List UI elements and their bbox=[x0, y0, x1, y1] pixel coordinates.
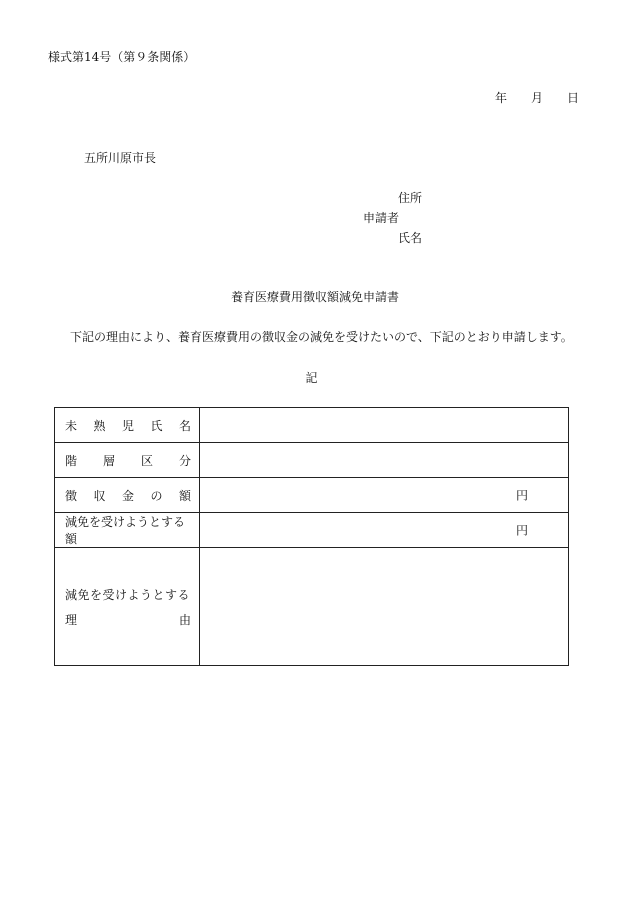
reason-label: 減免を受けようとする 理 由 bbox=[55, 548, 200, 666]
application-table bbox=[54, 407, 569, 666]
applicant-address-label: 住所 bbox=[398, 191, 423, 205]
table-row-collection-amount bbox=[55, 478, 569, 513]
ki-heading: 記 bbox=[305, 371, 318, 385]
table-row-infant-name bbox=[55, 408, 569, 443]
collection-amount-label: 徴 収 金 の 額 bbox=[55, 478, 200, 513]
collection-amount-field[interactable] bbox=[200, 478, 569, 513]
infant-name-label: 未 熟 児 氏 名 bbox=[55, 408, 200, 443]
bracket-field[interactable] bbox=[200, 443, 569, 478]
addressee: 五所川原市長 bbox=[84, 151, 157, 165]
table-row-reason bbox=[55, 548, 569, 666]
yen-unit-label: 円 bbox=[515, 488, 528, 503]
applicant-name-label: 氏名 bbox=[398, 231, 423, 245]
reduction-amount-field[interactable] bbox=[200, 513, 569, 548]
date-line bbox=[495, 92, 579, 104]
reason-field[interactable] bbox=[200, 548, 569, 666]
date-year-label: 年 bbox=[495, 91, 508, 105]
applicant-label: 申請者 bbox=[363, 211, 400, 225]
date-month-label: 月 bbox=[531, 91, 544, 105]
yen-unit-label: 円 bbox=[515, 523, 528, 538]
reduction-amount-label: 減免を受けようとする額 bbox=[55, 513, 200, 548]
intro-sentence: 下記の理由により、養育医療費用の徴収金の減免を受けたいので、下記のとおり申請します。 bbox=[70, 330, 573, 344]
form-number: 様式第14号（第９条関係） bbox=[48, 50, 196, 64]
table-row-bracket bbox=[55, 443, 569, 478]
table-row-reduction-amount bbox=[55, 513, 569, 548]
bracket-label: 階 層 区 分 bbox=[55, 443, 200, 478]
document-title: 養育医療費用徴収額減免申請書 bbox=[230, 290, 399, 304]
date-day-label: 日 bbox=[567, 91, 580, 105]
infant-name-field[interactable] bbox=[200, 408, 569, 443]
